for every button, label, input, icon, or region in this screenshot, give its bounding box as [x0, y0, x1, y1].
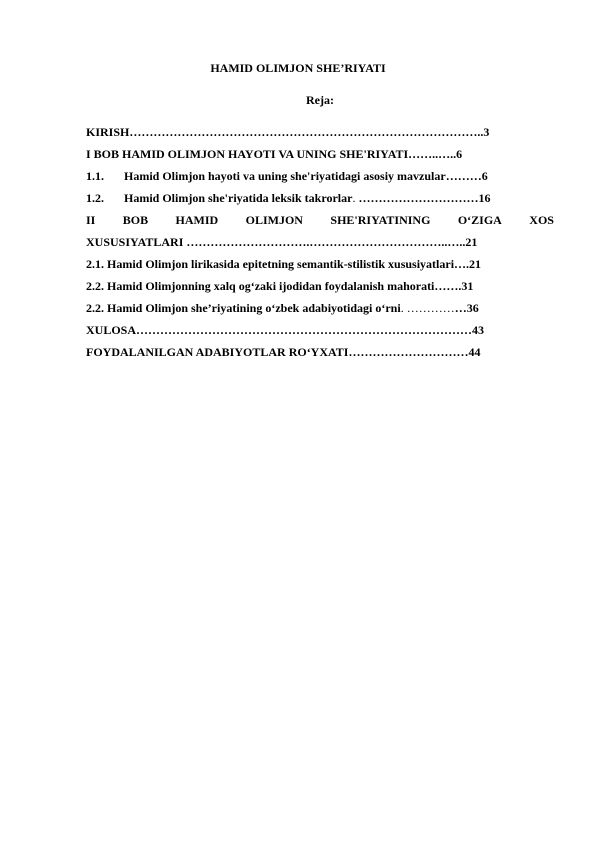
toc-word: OLIMJON: [245, 213, 303, 227]
toc-word: XOS: [529, 213, 554, 227]
toc-word: HAMID: [175, 213, 219, 227]
toc-entry-2-1: 2.1. Hamid Olimjon lirikasida epitetning semantik-stilistik xususiyatlari….21: [86, 257, 482, 271]
toc-word: SHE'RIYATINING: [330, 213, 431, 227]
toc-word: II: [86, 213, 96, 227]
toc-entry-xulosa: XULOSA…………………………………………………………………………43: [86, 323, 485, 337]
toc-entry-page: …36: [454, 301, 479, 315]
toc-word: BOB: [122, 213, 149, 227]
toc-entry-dot: .: [352, 191, 356, 205]
toc-entry-bibliography: FOYDALANILGAN ADABIYOTLAR RO‘YXATI…………………………44: [86, 345, 481, 359]
toc-entry-1-1: [86, 165, 556, 187]
document-title: HAMID OLIMJON SHE’RIYATI: [210, 61, 386, 75]
toc-entry-2-3: [86, 297, 556, 319]
toc-entry-leader: . …………: [400, 301, 455, 315]
toc-entry-chapter-2: [86, 209, 554, 231]
table-of-contents: [86, 121, 556, 363]
toc-entry-1-2: [86, 187, 556, 209]
toc-entry-chapter-1: I BOB HAMID OLIMJON HAYOTI VA UNING SHE'RIYATI……..…..6: [86, 147, 463, 161]
toc-entry-2-2: 2.2. Hamid Olimjonning xalq og‘zaki ijodidan foydalanish mahorati…….31: [86, 279, 474, 293]
toc-entry-text: Hamid Olimjon she'riyatida leksik takrorlar: [124, 191, 353, 205]
document-subtitle: Reja:: [306, 93, 334, 107]
toc-word: O‘ZIGA: [457, 213, 502, 227]
toc-entry-kirish: KIRISH……………………………………………………………………………..3: [86, 125, 490, 139]
toc-entry-chapter-2-continued: XUSUSIYATLARI ………………………….……………………………..…..21: [86, 235, 478, 249]
toc-entry-number: 1.2.: [86, 191, 104, 205]
toc-entry-text: Hamid Olimjon hayoti va uning she'riyatidagi asosiy mavzular………6: [124, 169, 488, 183]
toc-entry-number: 1.1.: [86, 169, 104, 183]
toc-entry-leader: …………………………16: [355, 191, 491, 205]
toc-entry-text: 2.2. Hamid Olimjon she’riyatining o‘zbek adabiyotidagi o‘rni: [86, 301, 401, 315]
